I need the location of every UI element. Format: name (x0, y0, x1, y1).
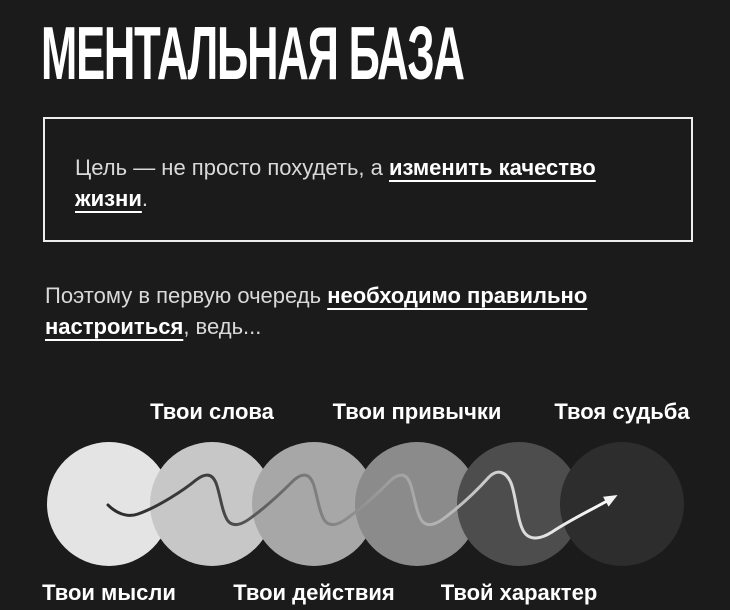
label-destiny: Твоя судьба (554, 399, 690, 424)
mindset-chain-diagram (0, 380, 730, 610)
goal-callout-box (43, 117, 693, 242)
emphasized-text: настроиться (45, 314, 184, 339)
emphasized-text: изменить качество (388, 154, 596, 180)
goal-text: Цель — не просто похудеть, а изменить качество жизни. (75, 154, 596, 211)
label-habits: Твои привычки (332, 399, 502, 424)
intro-text: Поэтому в первую очередь необходимо правильно настроиться, ведь... (45, 283, 588, 339)
label-words: Твои слова (150, 399, 274, 424)
emphasized-text: жизни (75, 185, 142, 211)
label-thoughts: Твои мысли (42, 580, 176, 605)
page-title: МЕНТАЛЬНАЯ БАЗА (41, 11, 464, 95)
label-actions: Твои действия (233, 580, 395, 605)
label-character: Твой характер (440, 580, 598, 605)
arrow-path (108, 472, 607, 538)
emphasized-text: необходимо правильно (327, 283, 588, 308)
